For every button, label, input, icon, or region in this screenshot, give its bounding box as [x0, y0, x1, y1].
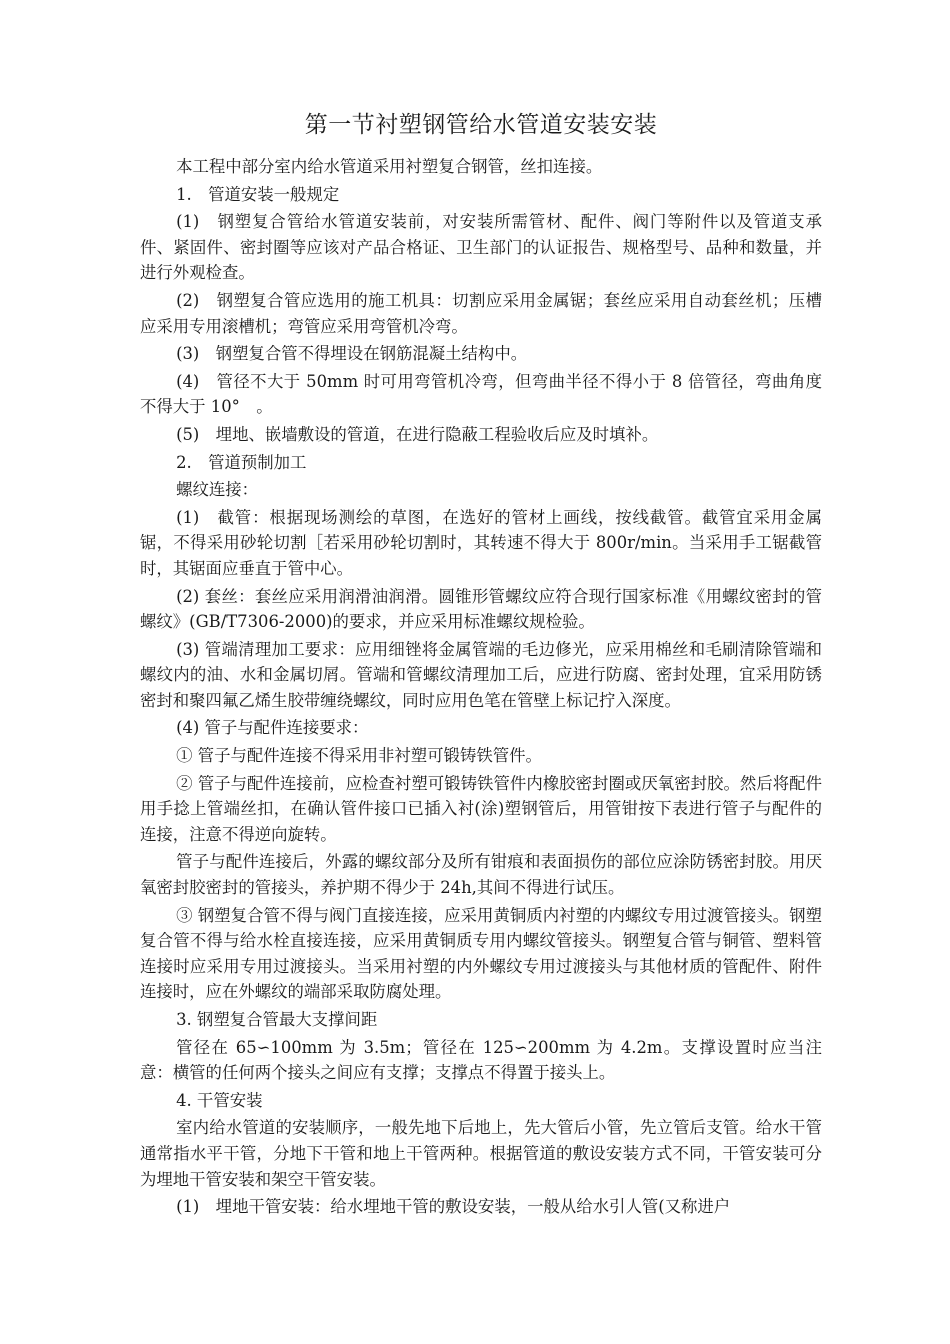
- paragraph: (1) 截管：根据现场测绘的草图，在选好的管材上画线，按线截管。截管宜采用金属锯，不得采用砂轮切割［若采用砂轮切割时，其转速不得大于 800r/min。当采用手工锯截管时，其锯面应垂直于管中心。: [140, 507, 822, 578]
- paragraph: (1) 埋地干管安装：给水埋地干管的敷设安装，一般从给水引人管(又称进户: [176, 1197, 731, 1217]
- paragraph: 管径在 65∽100mm 为 3.5m；管径在 125∽200mm 为 4.2m。支撑设置时应当注意：横管的任何两个接头之间应有支撑；支撑点不得置于接头上。: [140, 1037, 822, 1083]
- paragraph: (2) 套丝：套丝应采用润滑油润滑。圆锥形管螺纹应符合现行国家标准《用螺纹密封的管螺纹》(GB/T7306-2000)的要求，并应采用标准螺纹规检验。: [140, 586, 822, 632]
- paragraph: (3) 钢塑复合管不得埋设在钢筋混凝土结构中。: [176, 344, 528, 364]
- paragraph: 室内给水管道的安装顺序，一般先地下后地上，先大管后小管，先立管后支管。给水干管通常指水平干管，分地下干管和地上干管两种。根据管道的敷设安装方式不同，干管安装可分为埋地干管安装和架空干管安装。: [140, 1118, 822, 1189]
- paragraph-intro: 本工程中部分室内给水管道采用衬塑复合钢管，丝扣连接。: [176, 157, 603, 176]
- paragraph: (3) 管端清理加工要求：应用细锉将金属管端的毛边修光，应采用棉丝和毛刷清除管端和螺纹内的油、水和金属切屑。管端和管螺纹清理加工后，应进行防腐、密封处理，宜采用防锈密封和聚四氟乙烯生胶带缠绕螺纹，同时应用色笔在管壁上标记拧入深度。: [140, 639, 822, 710]
- section-heading-1: 1. 管道安装一般规定: [176, 184, 340, 204]
- paragraph: 管子与配件连接后，外露的螺纹部分及所有钳痕和表面损伤的部位应涂防锈密封胶。用厌氧密封胶密封的管接头，养护期不得少于 24h,其间不得进行试压。: [140, 852, 822, 898]
- section-heading-4: 4. 干管安装: [176, 1090, 263, 1110]
- paragraph: (2) 钢塑复合管应选用的施工机具：切割应采用金属锯；套丝应采用自动套丝机；压槽应采用专用滚槽机；弯管应采用弯管机冷弯。: [140, 290, 822, 336]
- paragraph: ② 管子与配件连接前，应检查衬塑可锻铸铁管件内橡胶密封圈或厌氧密封胶。然后将配件用手捻上管端丝扣，在确认管件接口已插入衬(涂)塑钢管后，用管钳按下表进行管子与配件的连接，注意不得逆向旋转。: [140, 773, 822, 844]
- paragraph: (4) 管径不大于 50mm 时可用弯管机冷弯，但弯曲半径不得小于 8 倍管径，弯曲角度不得大于 10° 。: [140, 371, 822, 417]
- document-page: [140, 108, 822, 1222]
- paragraph: (4) 管子与配件连接要求：: [176, 718, 369, 738]
- subheading-thread-connection: 螺纹连接：: [176, 480, 259, 500]
- section-heading-3: 3. 钢塑复合管最大支撑间距: [176, 1010, 378, 1029]
- paragraph: (5) 埋地、嵌墙敷设的管道，在进行隐蔽工程验收后应及时填补。: [176, 424, 659, 444]
- document-title: 第一节衬塑钢管给水管道安装安装: [304, 112, 658, 138]
- section-heading-2: 2. 管道预制加工: [176, 452, 307, 472]
- paragraph: ③ 钢塑复合管不得与阀门直接连接，应采用黄铜质内衬塑的内螺纹专用过渡管接头。钢塑复合管不得与给水栓直接连接，应采用黄铜质专用内螺纹管接头。钢塑复合管与铜管、塑料管连接时应采用专用过渡接头。当采用衬塑的内外螺纹专用过渡接头与其他材质的管配件、附件连接时，应在外螺纹的端部采取防腐处理。: [140, 905, 822, 1002]
- paragraph: (1) 钢塑复合管给水管道安装前，对安装所需管材、配件、阀门等附件以及管道支承件、紧固件、密封圈等应该对产品合格证、卫生部门的认证报告、规格型号、品种和数量，并进行外观检查。: [140, 212, 822, 283]
- paragraph: ① 管子与配件连接不得采用非衬塑可锻铸铁管件。: [176, 746, 542, 766]
